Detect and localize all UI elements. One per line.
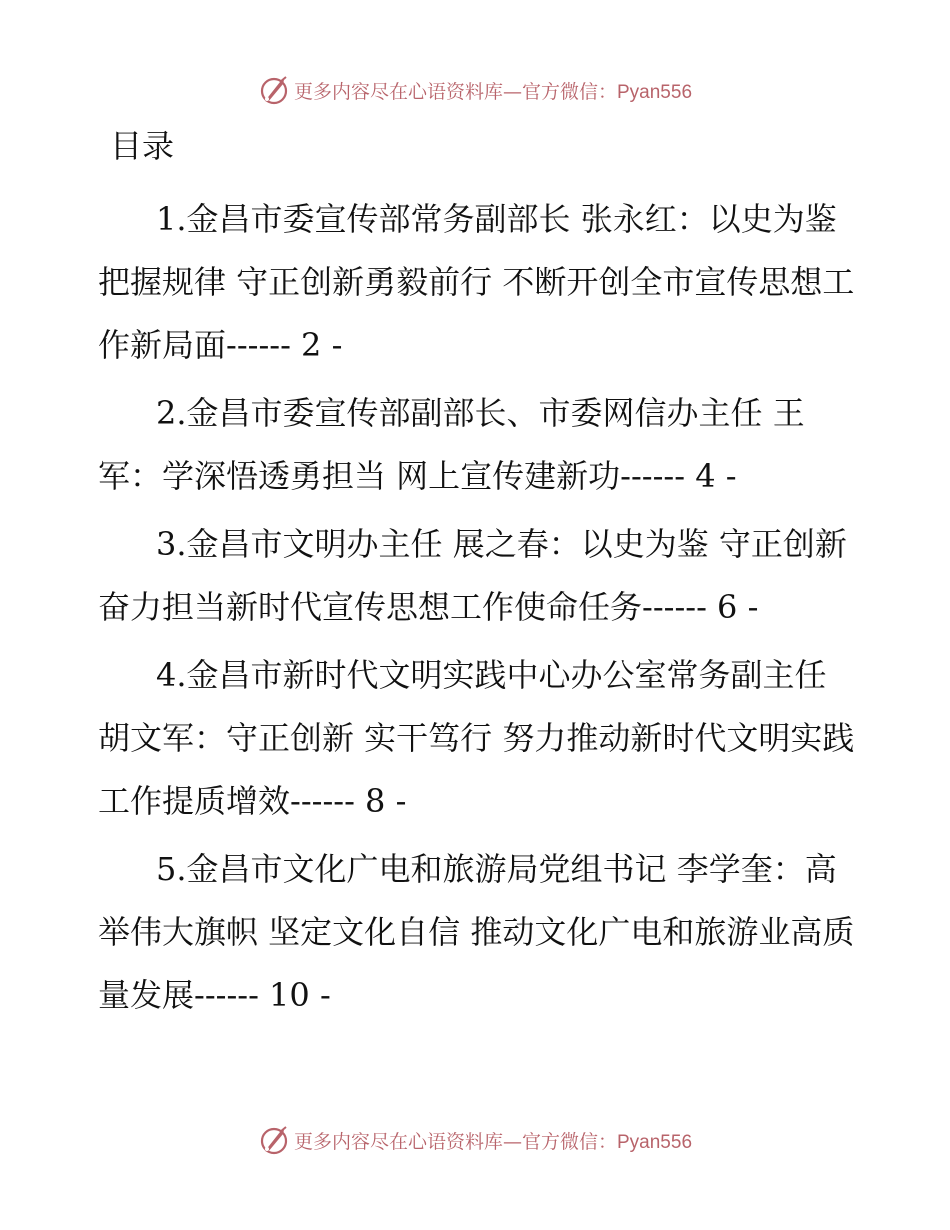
toc-entry[interactable]: 4.金昌市新时代文明实践中心办公室常务副主任 胡文军：守正创新 实干笃行 努力推动新时代文明实践工作提质增效------ 8 - [98, 656, 855, 820]
watermark-text [294, 1127, 692, 1154]
watermark-text [294, 77, 692, 104]
toc-entry[interactable]: 5.金昌市文化广电和旅游局党组书记 李学奎：高举伟大旗帜 坚定文化自信 推动文化广电和旅游业高质量发展------ 10 - [98, 850, 855, 1014]
watermark-label: 更多内容尽在心语资料库—官方微信： [293, 1130, 617, 1153]
toc-title: 目录 [110, 127, 175, 165]
toc-entry[interactable]: 3.金昌市文明办主任 展之春：以史为鉴 守正创新 奋力担当新时代宣传思想工作使命任务------ 6 - [98, 525, 847, 626]
toc-list [98, 188, 858, 1032]
wechat-id: Pyan556 [617, 1131, 693, 1153]
watermark-label: 更多内容尽在心语资料库—官方微信： [293, 80, 617, 103]
toc-entry[interactable]: 1.金昌市委宣传部常务副部长 张永红：以史为鉴把握规律 守正创新勇毅前行 不断开创全市宣传思想工作新局面------ 2 - [98, 200, 855, 364]
toc-entry[interactable]: 2.金昌市委宣传部副部长、市委网信办主任 王军：学深悟透勇担当 网上宣传建新功------ 4 - [98, 394, 805, 495]
footer-watermark [0, 1120, 950, 1160]
quill-pen-logo-icon [258, 74, 290, 106]
wechat-id: Pyan556 [617, 81, 693, 103]
header-watermark [0, 70, 950, 110]
quill-pen-logo-icon [258, 1124, 290, 1156]
